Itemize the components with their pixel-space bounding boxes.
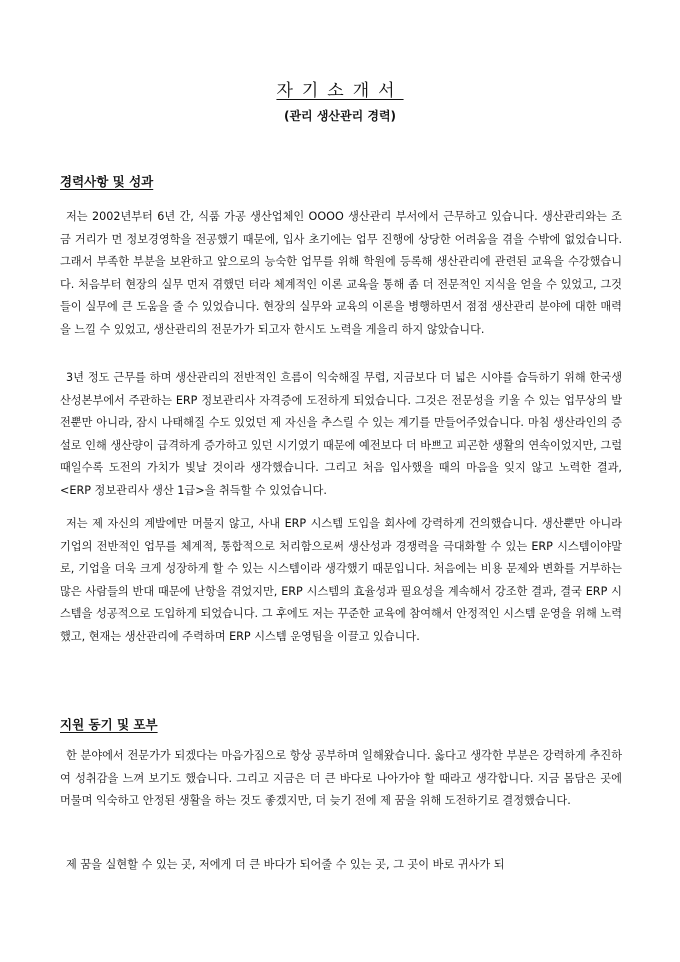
motivation-paragraph-2: 제 꿈을 실현할 수 있는 곳, 저에게 더 큰 바다가 되어줄 수 있는 곳, 그 곳이 바로 귀사가 되 <box>66 858 505 871</box>
section-heading-motivation: 지원 동기 및 포부 <box>60 717 158 732</box>
career-paragraph-1: 저는 2002년부터 6년 간, 식품 가공 생산업체인 OOOO 생산관리 부서에서 근무하고 있습니다. 생산관리와는 조금 거리가 먼 정보경영학을 전공했기 때문에, 입사 초기에는 업무 진행에 상당한 어려움을 겪을 수밖에 없었습니다. 그래서 부족한 부분을 보완하고 앞으로의 능숙한 업무를 위해 학원에 등록해 생산관리에 관련된 교육을 수강했습니다. 처음부터 현장의 실무 먼저 겪했던 터라 체계적인 이론 교육을 통해 좀 더 전문적인 지식을 얻을 수 있었고, 그것들이 실무에 큰 도움을 줄 수 있었습니다. 현장의 실무와 교육의 이론을 병행하면서 점점 생산관리 분야에 대한 매력을 느낄 수 있었고, 생산관리의 전문가가 되고자 한시도 노력을 게을리 하지 않았습니다. <box>60 210 622 336</box>
document-title <box>0 76 680 101</box>
section-heading-career: 경력사항 및 성과 <box>60 174 154 189</box>
motivation-paragraph-1: 한 분야에서 전문가가 되겠다는 마음가짐으로 항상 공부하며 일해왔습니다. 옳다고 생각한 부분은 강력하게 추진하여 성취감을 느껴 보기도 했습니다. 그리고 지금은 더 큰 바다로 나아가야 할 때라고 생각합니다. 지금 몸담은 곳에 머물며 익숙하고 안정된 생활을 하는 것도 좋겠지만, 더 늦기 전에 제 꿈을 위해 도전하기로 결정했습니다. <box>60 749 622 807</box>
career-paragraph-3: 저는 제 자신의 계발에만 머물지 않고, 사내 ERP 시스템 도입을 회사에 강력하게 건의했습니다. 생산뿐만 아니라 기업의 전반적인 업무를 체계적, 통합적으로 처리함으로써 생산성과 경쟁력을 극대화할 수 있는 ERP 시스템이야말로, 기업을 더욱 크게 성장하게 할 수 있는 시스템이라 생각했기 때문입니다. 처음에는 비용 문제와 변화를 거부하는 많은 사람들의 반대 때문에 난항을 겪었지만, ERP 시스템의 효율성과 필요성을 계속해서 강조한 결과, 결국 ERP 시스템을 성공적으로 도입하게 되었습니다. 그 후에도 저는 꾸준한 교육에 참여해서 안정적인 시스템 운영을 위해 노력했고, 현재는 생산관리에 주력하며 ERP 시스템 운영팀을 이끌고 있습니다. <box>60 517 622 643</box>
document-subtitle: (관리 생산관리 경력) <box>283 109 397 123</box>
career-paragraph-2: 3년 정도 근무를 하며 생산관리의 전반적인 흐름이 익숙해질 무렵, 지금보다 더 넓은 시야를 습득하기 위해 한국생산성본부에서 주관하는 ERP 정보관리사 자격증에 도전하게 되었습니다. 그것은 전문성을 키울 수 있는 업무상의 발전뿐만 아니라, 잠시 나태해질 수도 있었던 제 자신을 추스릴 수 있는 계기를 만들어주었습니다. 마침 생산라인의 증설로 인해 생산량이 급격하게 증가하고 있던 시기였기 때문에 예전보다 더 바쁘고 피곤한 생활의 연속이었지만, 그럴 때일수록 도전의 가치가 빛날 것이라 생각했습니다. 그리고 처음 입사했을 때의 마음을 잊지 않고 노력한 결과, <ERP 정보관리사 생산 1급>을 취득할 수 있었습니다. <box>60 371 622 497</box>
document-title-text: 자기소개서 <box>276 81 404 101</box>
